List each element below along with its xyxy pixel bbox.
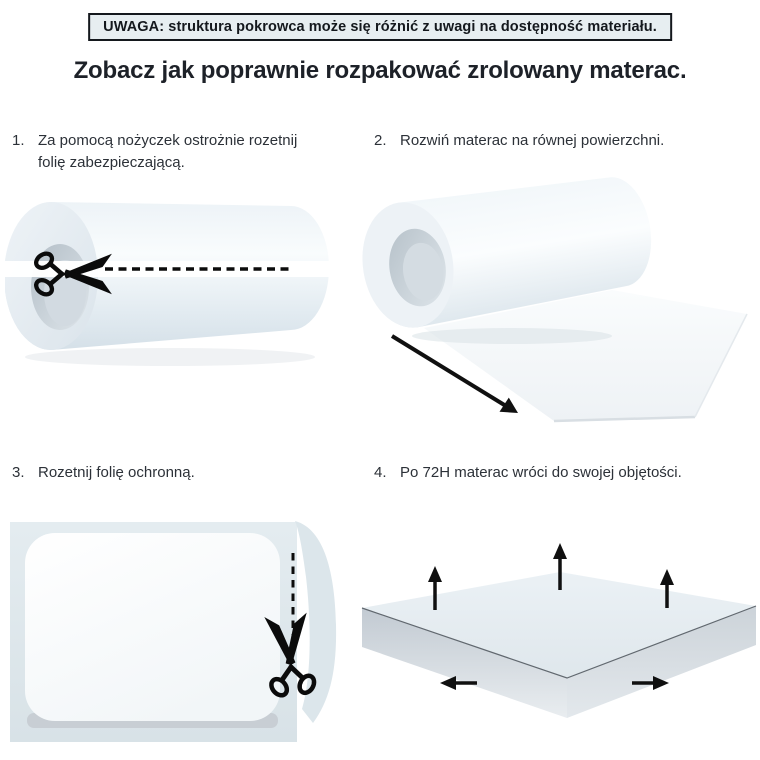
step2-illustration-unrolling-mattress	[362, 168, 758, 425]
step1-illustration-rolled-mattress	[5, 190, 335, 425]
step4-label	[374, 462, 756, 484]
roll-shadow	[25, 348, 315, 366]
step2-number: 2.	[374, 132, 387, 149]
step3-illustration-foil-cut	[5, 515, 345, 755]
step1-text: Za pomocą nożyczek ostrożnie rozetnij folię zabezpieczającą.	[38, 132, 298, 172]
roll-contact-shadow	[412, 328, 612, 344]
step4-number: 4.	[374, 464, 387, 481]
flat-mattress	[25, 533, 280, 721]
page-title: Zobacz jak poprawnie rozpakować zrolowany materac.	[73, 57, 687, 84]
step3-number: 3.	[12, 464, 25, 481]
step1-label	[12, 130, 328, 174]
step4-illustration-expanding-mattress	[360, 540, 760, 752]
notice-banner	[88, 13, 672, 41]
step1-number: 1.	[12, 132, 25, 149]
step3-label	[12, 462, 342, 484]
step2-text: Rozwiń materac na równej powierzchni.	[400, 132, 665, 149]
step2-label	[374, 130, 756, 152]
notice-text: UWAGA: struktura pokrowca może się różnić z uwagi na dostępność materiału.	[103, 19, 657, 35]
step3-text: Rozetnij folię ochronną.	[38, 464, 195, 481]
expanded-mattress	[362, 572, 756, 718]
step4-text: Po 72H materac wróci do swojej objętości.	[400, 464, 682, 481]
